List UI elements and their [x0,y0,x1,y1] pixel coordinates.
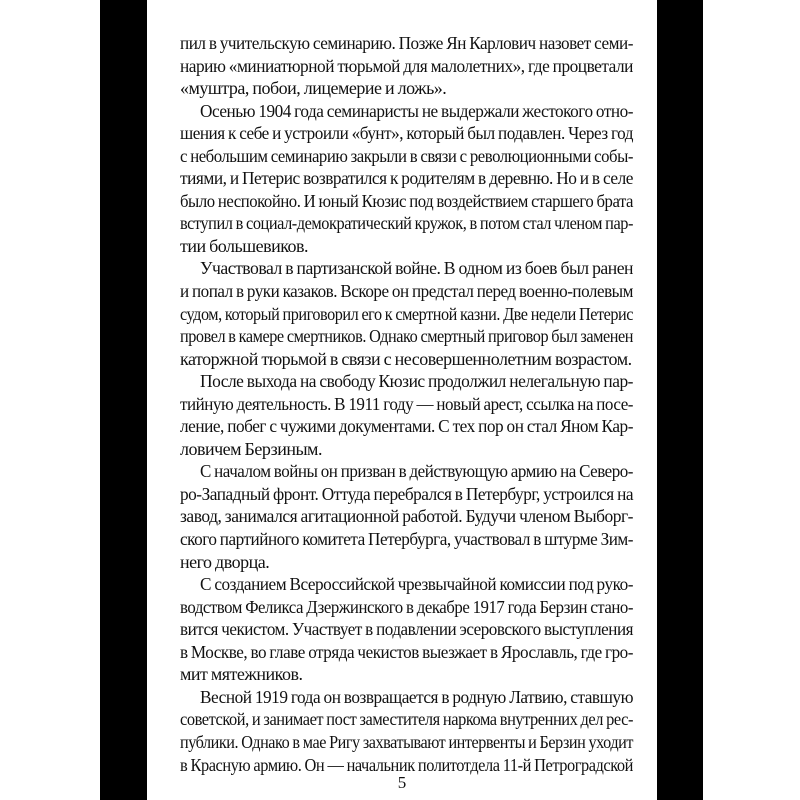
text-line: С созданием Всероссийской чрезвычайной комиссии под руко- [200,574,633,595]
text-line-row [180,551,633,574]
text-line: С началом войны он призван в действующую армию на Северо- [200,461,634,482]
text-line: тийную деятельность. В 1911 году — новый арест, ссылка на посе- [180,393,633,414]
text-line-row [180,415,633,438]
text-line-row [180,77,633,100]
page-text [180,32,633,776]
text-line: тиями, и Петерис возвратился к родителям в деревню. Но и в селе [180,168,634,189]
text-line: ление, побег с чужими документами. С тех пор он стал Яном Кар- [180,416,633,437]
text-line-row [180,122,633,145]
text-line-row [180,708,633,731]
page-number: 5 [397,773,407,792]
text-line-row [180,618,633,641]
text-line: провел в камере смертников. Однако смертный приговор был заменен [180,326,633,347]
text-line-row [180,483,633,506]
text-line-row [180,663,633,686]
text-line: шения к себе и устроили «бунт», который был подавлен. Через год [180,123,633,144]
text-line: Весной 1919 года он возвращается в родную Латвию, ставшую [200,686,634,707]
text-line-row [180,528,633,551]
text-line: судом, который приговорил его к смертной казни. Две недели Петерис [180,303,634,324]
text-line: Осенью 1904 года семинаристы не выдержали жестокого отно- [200,100,633,121]
text-line: вступил в социал-демократический кружок, в потом стал членом пар- [180,213,633,234]
text-line-row [180,370,633,393]
text-line-row [180,235,633,258]
text-line: «муштра, побои, лицемерие и ложь». [180,78,447,99]
text-line: и попал в руки казаков. Вскоре он предстал перед военно-полевым [180,281,633,302]
text-line-row [180,573,633,596]
text-line: вится чекистом. Участвует в подавлении эсеровского выступления [180,619,634,640]
text-line: каторжной тюрьмой в связи с несовершеннолетним возрастом. [180,348,632,369]
text-line: с небольшим семинарию закрыли в связи с революционными собы- [180,145,633,166]
text-line-row [180,731,633,754]
text-line: ро-Западный фронт. Оттуда перебрался в Петербург, устроился на [180,483,634,504]
text-line-row [180,145,633,168]
text-line: водством Феликса Дзержинского в декабре 1917 года Берзин стано- [180,596,633,617]
text-line-row [180,257,633,280]
text-line-row [180,167,633,190]
text-line-row [180,280,633,303]
text-line: ловичем Берзиным. [180,438,322,459]
text-line-row [180,212,633,235]
text-line-row [180,100,633,123]
text-line-row [180,596,633,619]
text-line-row [180,348,633,371]
text-line-row [180,393,633,416]
text-line-row [180,641,633,664]
text-line: публики. Однако в мае Ригу захватывают интервенты и Берзин уходит [180,731,633,752]
text-line-row [180,505,633,528]
right-black-border [657,0,703,800]
text-line: завод, занимался агитационной работой. Будучи членом Выборг- [180,506,634,527]
text-line: тии большевиков. [180,235,309,256]
text-line: Участвовал в партизанской войне. В одном из боев был ранен [200,258,634,279]
text-line: в Москве, во главе отряда чекистов выезжает в Ярославль, где гро- [180,641,633,662]
left-black-border [100,0,147,800]
text-line: мит мятежников. [180,664,303,685]
text-line: было неспокойно. И юный Кюзис под воздействием старшего брата [180,190,634,211]
text-line: него дворца. [180,551,270,572]
text-line: советской, и занимает пост заместителя наркома внутренних дел рес- [180,709,633,730]
text-line-row [180,438,633,461]
text-line-row [180,55,633,78]
text-line: После выхода на свободу Кюзис продолжил нелегальную пар- [200,371,633,392]
text-line-row [180,686,633,709]
text-line: в Красную армию. Он — начальник политотдела 11-й Петроградской [180,754,633,775]
text-line-row [180,460,633,483]
text-line-row [180,303,633,326]
text-line-row [180,190,633,213]
text-line: ского партийного комитета Петербурга, участвовал в штурме Зим- [180,529,634,550]
book-page [147,0,657,800]
text-line-row [180,325,633,348]
text-line: пил в учительскую семинарию. Позже Ян Карлович назовет семи- [180,33,633,53]
text-line-row [180,32,633,55]
text-line: нарию «миниатюрной тюрьмой для малолетних», где процветали [180,55,633,76]
